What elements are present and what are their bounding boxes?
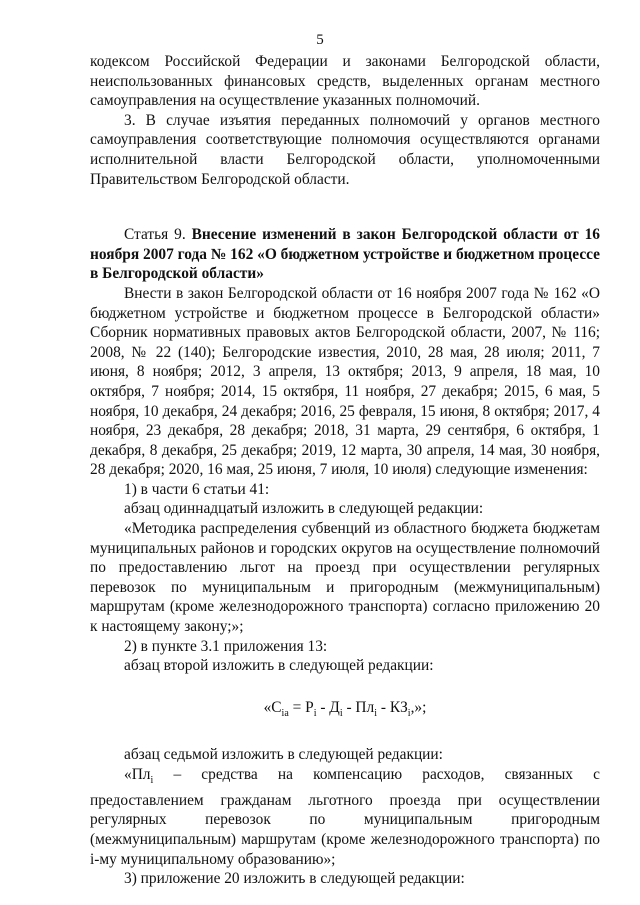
formula: «$С_{ia} = Р_i - Д_i - Пл_i - КЗ_i$,»; <box>263 698 427 719</box>
page-number: 5 <box>316 32 324 48</box>
paragraph-quote-methodology: «Методика распределения субвенций из областного бюджета бюджетам муниципальных районов и городских округов на осуществление полномочий по предоставлению льгот на проезд при осуществлении регулярных перевозок по муниципальным и пригородным (межмуниципальным) маршрутам (кроме железнодорожного транспорта) согласно приложению 20 к настоящему закону;»; <box>90 520 600 636</box>
article-label: Статья 9. <box>124 226 186 244</box>
article-heading <box>90 225 600 284</box>
paragraph-point-3: 3) приложение 20 изложить в следующей редакции: <box>124 870 465 888</box>
paragraph-abzac-7: абзац седьмой изложить в следующей редакции: <box>124 746 443 764</box>
article-title: Внесение изменений в закон Белгородской области от 16 ноября 2007 года № 162 «О бюджетном устройстве и бюджетном процессе в Белгородской области» <box>90 226 600 283</box>
document-text <box>90 52 600 889</box>
paragraph-item-3: 3. В случае изъятия переданных полномочий у органов местного самоуправления соответствующие полномочия осуществляются органами исполнительной власти Белгородской области, уполномоченными Правительством Белгородской области. <box>90 111 600 188</box>
paragraph-continued: кодексом Российской Федерации и законами Белгородской области, неиспользованных финансовых средств, выделенных органам местного самоуправления на осуществление указанных полномочий. <box>90 53 600 110</box>
paragraph-abzac-2: абзац второй изложить в следующей редакции: <box>124 657 434 675</box>
paragraph-point-1: 1) в части 6 статьи 41: <box>124 480 270 498</box>
paragraph-quote-pl: «$Пл_i$ – средства на компенсацию расходов, связанных с предоставлением гражданам льготного проезда при осуществлении регулярных перевозок по муниципальным пригородным (межмуниципальным) маршрутам (кроме железнодорожного транспорта) по i-му муниципальному образованию»; <box>90 766 600 868</box>
paragraph-point-2: 2) в пункте 3.1 приложения 13: <box>124 637 328 655</box>
paragraph-amendment-intro: Внести в закон Белгородской области от 16 ноября 2007 года № 162 «О бюджетном устройстве и бюджетном процессе в Белгородской области» Сборник нормативных правовых актов Белгородской области, 2007, № 116; 2008, № 22 (140); Белгородские известия, 2010, 28 мая, 28 июля; 2011, 7 июня, 8 ноября; 2012, 3 апреля, 13 октября; 2013, 9 апреля, 18 мая, 10 октября, 7 ноября; 2014, 15 октября, 11 ноября, 27 декабря; 2015, 6 мая, 5 ноября, 10 декабря, 24 декабря; 2016, 25 февраля, 15 июня, 8 октября; 2017, 4 ноября, 23 декабря, 28 декабря; 2018, 31 марта, 29 сентября, 6 октября, 1 декабря, 8 декабря, 25 декабря; 2019, 12 марта, 30 апреля, 14 мая, 30 ноября, 28 декабря; 2020, 16 мая, 25 июня, 7 июля, 10 июля) следующие изменения: <box>90 284 600 479</box>
paragraph-abzac-11: абзац одиннадцатый изложить в следующей редакции: <box>124 500 484 518</box>
spacer <box>90 189 600 225</box>
